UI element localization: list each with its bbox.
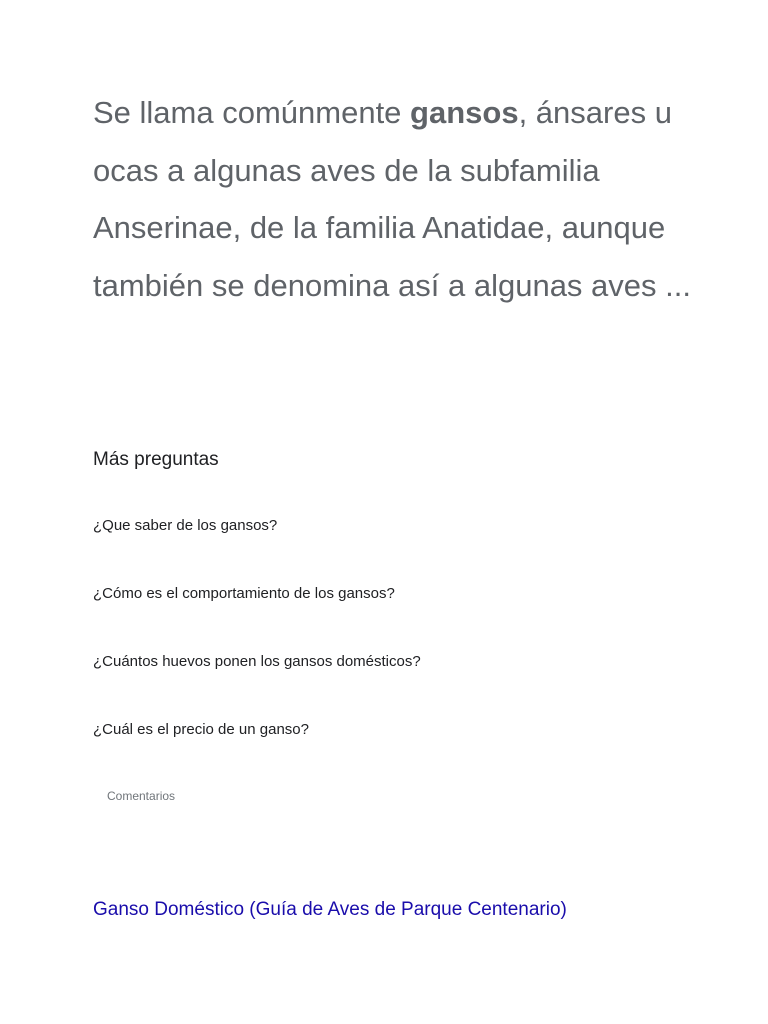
featured-snippet-text bbox=[93, 84, 693, 314]
related-question[interactable]: ¿Cómo es el comportamiento de los gansos? bbox=[93, 585, 395, 602]
related-question[interactable]: ¿Cuántos huevos ponen los gansos domésticos? bbox=[93, 653, 421, 670]
related-question[interactable]: ¿Que saber de los gansos? bbox=[93, 517, 278, 534]
feedback-link[interactable]: Comentarios bbox=[107, 789, 176, 803]
snippet-text-after: , ánsares u ocas a algunas aves de la subfamilia Anserinae, de la familia Anatidae, aunque también se denomina así a algunas aves ... bbox=[93, 95, 691, 303]
result-title-link[interactable]: Ganso Doméstico (Guía de Aves de Parque Centenario) bbox=[93, 899, 567, 920]
snippet-highlight: gansos bbox=[410, 95, 519, 130]
snippet-text-before: Se llama comúnmente bbox=[93, 95, 411, 130]
related-question[interactable]: ¿Cuál es el precio de un ganso? bbox=[93, 721, 309, 738]
related-questions-heading: Más preguntas bbox=[93, 449, 219, 470]
